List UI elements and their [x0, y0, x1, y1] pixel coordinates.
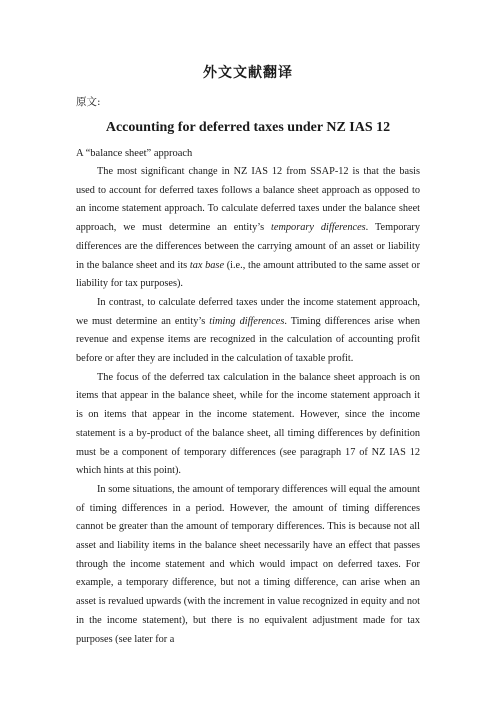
section-heading: A “balance sheet” approach [76, 148, 193, 159]
article-body [76, 163, 420, 649]
document-title: 外文文献翻译 [203, 65, 293, 81]
text-run: In some situations, the amount of temporary differences will equal the amount of timing differences in a period. However, the amount of timing differences cannot be greater than the amount of temporary differences. This is because not all asset and liability items in the balance sheet necessarily have an effect that passes through the income statement and which would impact on deferred taxes. For example, a temporary difference, but not a timing difference, can arise when an asset is revalued upwards (with the increment in value recognized in equity and not in the income statement), but there is no equivalent adjustment made for tax purposes (see later for a [76, 483, 420, 645]
text-run: In contrast, to calculate deferred taxes under the income statement approach, we must determine an entity’s [76, 296, 420, 327]
body-paragraph [76, 163, 420, 294]
original-text-label: 原文: [76, 96, 101, 108]
italic-term: tax base [189, 259, 225, 271]
text-run: . Temporary differences are the differences between the carrying amount of an asset or liability in the balance sheet and its [76, 222, 420, 271]
article-title: Accounting for deferred taxes under NZ IAS 12 [105, 120, 391, 135]
body-paragraph [76, 369, 420, 481]
body-paragraph [76, 481, 420, 649]
italic-term: temporary differences [271, 222, 366, 234]
italic-term: timing differences [209, 315, 285, 327]
text-run: (i.e., the amount attributed to the same asset or liability for tax purposes). [76, 259, 420, 290]
body-paragraph [76, 294, 420, 369]
text-run: The most significant change in NZ IAS 12 from SSAP-12 is that the basis used to account for deferred taxes follows a balance sheet approach as opposed to an income statement approach. To calculate deferred taxes under the balance sheet approach, we must determine an entity’s [76, 166, 420, 234]
text-run: . Timing differences arise when revenue and expense items are recognized in the calculation of accounting profit before or after they are included in the calculation of taxable profit. [76, 315, 420, 365]
text-run: The focus of the deferred tax calculation in the balance sheet approach is on items that appear in the balance sheet, while for the income statement approach it is on items that appear in the income statement. However, since the income statement is a by-product of the balance sheet, all timing differences by definition must be a component of temporary differences (see paragraph 17 of NZ IAS 12 which hints at this point). [76, 371, 420, 477]
